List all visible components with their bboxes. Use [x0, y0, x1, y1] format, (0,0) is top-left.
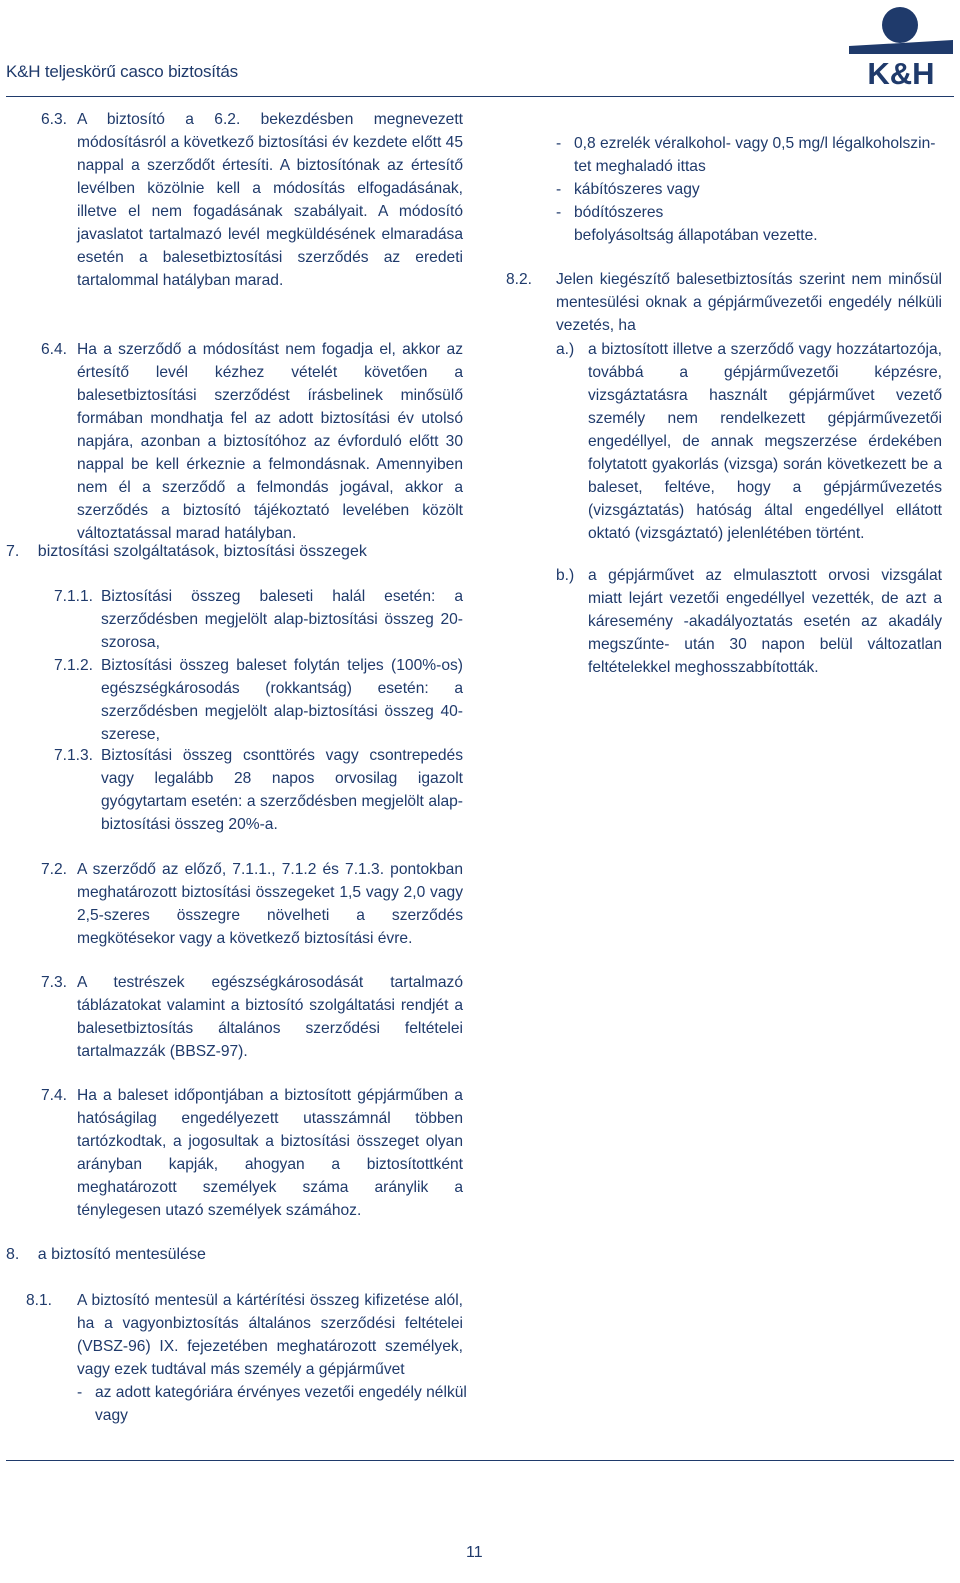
section-text: A biztosító a 6.2. bekezdésben megnevezett módosításról a következő biztosítási év kezdete előtt 45 nappal a szerződőt értesíti. A biztosítónak az értesítő levélben közölnie kell a módosítás elfogadásának, illetve el nem fogadásának szabályait. A módosító javaslatot tartalmazó levél megküldésének elmaradása esetén a balesetbiztosítási szerződés az eredeti tartalommal hatályban marad.	[77, 111, 463, 289]
section-number: 7.2.	[41, 861, 68, 878]
section-number: 6.3.	[41, 111, 68, 128]
header-rule	[6, 96, 954, 97]
section-text: A biztosító mentesül a kártérítési összeg kifizetése alól, ha a vagyonbiztosítás általános szerződési feltételei (VBSZ-96) IX. fejezetében meghatározott személyek, vagy ezek tudtával más személy a gépjárművet	[77, 1292, 463, 1378]
logo-circle	[882, 7, 918, 43]
section-number: 7.1.1.	[54, 588, 94, 605]
dash-marker: -	[556, 204, 562, 221]
section-text: Biztosítási összeg csonttörés vagy csontrepedés vagy legalább 28 napos orvosilag igazolt gyógytartam esetén: a szerződésben megjelölt alap-biztosítási összeg 20%-a.	[101, 747, 463, 833]
heading-text: a biztosító mentesülése	[37, 1246, 206, 1263]
section-number: 7.3.	[41, 974, 68, 991]
section-8-1-dash-item	[77, 1381, 467, 1424]
dash-item-narcotic	[556, 178, 700, 201]
kh-logo	[849, 4, 953, 86]
section-heading-8	[6, 1243, 206, 1266]
dash-text: kábítószeres vagy	[574, 181, 700, 198]
logo-text: K&H	[867, 56, 935, 86]
item-text: a gépjárművet az elmulasztott orvosi vizsgálat miatt lejárt vezetői engedéllyel vezették, de azt a káresemény -akadályoztatás esetén az akadály megszűnte- után 30 napon belül változatlan feltételekkel meghosszabbították.	[588, 567, 942, 676]
section-number: 7.1.2.	[54, 657, 94, 674]
footer-rule	[6, 1460, 954, 1461]
section-heading-7	[6, 540, 367, 563]
section-text: Biztosítási összeg baleset folytán teljes (100%-os) egészségkárosodás (rokkantság) esetén: a szerződésben megjelölt alap-biztosítási összeg 40-szerese,	[101, 657, 463, 743]
dash-item-alcohol	[556, 132, 936, 175]
section-number: 7.4.	[41, 1087, 68, 1104]
heading-number: 7.	[6, 543, 20, 560]
section-text: Biztosítási összeg baleseti halál esetén: a szerződésben megjelölt alap-biztosítási összeg 20-szorosa,	[101, 588, 463, 651]
heading-text: biztosítási szolgáltatások, biztosítási összegek	[37, 543, 367, 560]
dash-text-continued: tet meghaladó ittas	[574, 158, 706, 175]
item-label: b.)	[556, 567, 575, 584]
section-number: 6.4.	[41, 341, 68, 358]
dash-text: 0,8 ezrelék véralkohol- vagy 0,5 mg/l légalkoholszin-	[574, 135, 936, 152]
section-text: A szerződő az előző, 7.1.1., 7.1.2 és 7.1.3. pontokban meghatározott biztosítási összegeket 1,5 vagy 2,0 vagy 2,5-szeres összegre növelheti a szerződés megkötésekor vagy a következő biztosítási évre.	[77, 861, 463, 947]
dash-text-continued: vagy	[95, 1407, 128, 1424]
section-text: Ha a szerződő a módosítást nem fogadja el, akkor az értesítő levél kézhez vételét követően a balesetbiztosítási szerződést írásbelinek minősülő formában mondhatja fel az adott biztosítási év utolsó napjára, azonban a biztosítóhoz az évforduló előtt 30 nappal be kell érkeznie a felmondásnak. Amennyiben nem él a szerződő a felmondás jogával, akkor a szerződés a biztosító tájékoztató levelében közölt változtatással marad hatályban.	[77, 341, 463, 542]
item-text: a biztosított illetve a szerződő vagy hozzátartozója, továbbá a gépjárművezetői képzésre, vizsgáztatásra használt gépjárművet vezető személy nem rendelkezett gépjárművezetői engedéllyel, de annak megszerzése érdekében folytatott gyakorlás (vizsga) során következett be a baleset, feltéve, hogy a gépjárművezetés (vizsgáztatás) hatóság által engedéllyel ellátott oktató (vizsgáztató) jelenlétében történt.	[588, 341, 942, 542]
dash-marker: -	[556, 181, 562, 198]
dash-text: az adott kategóriára érvényes vezetői engedély nélkül	[95, 1384, 467, 1401]
influence-line: befolyásoltság állapotában vezette.	[574, 227, 818, 244]
section-number: 8.2.	[506, 271, 533, 288]
section-number: 8.1.	[26, 1292, 53, 1309]
dash-text: bódítószeres	[574, 204, 664, 221]
section-text: Jelen kiegészítő balesetbiztosítás szerint nem minősül mentesülési oknak a gépjárművezetői engedély nélküli vezetés, ha	[556, 271, 942, 334]
section-text: Ha a baleset időpontjában a biztosított gépjárműben a hatóságilag engedélyezett utasszámnál többen tartózkodtak, a jogosultak a biztosítási összeget olyan arányban kapják, ahogyan a biztosítottként meghatározott személyek száma aránylik a ténylegesen utazó személyek számához.	[77, 1087, 463, 1219]
dash-marker: -	[556, 135, 562, 152]
item-label: a.)	[556, 341, 575, 358]
document-title: K&H teljeskörű casco biztosítás	[6, 62, 238, 81]
page-number: 11	[466, 1544, 483, 1561]
section-text: A testrészek egészségkárosodását tartalmazó táblázatokat valamint a biztosító szolgáltatási rendjét a balesetbiztosítás általános szerződési feltételei tartalmazzák (BBSZ-97).	[77, 974, 463, 1060]
dash-marker: -	[77, 1384, 83, 1401]
section-number: 7.1.3.	[54, 747, 94, 764]
heading-number: 8.	[6, 1246, 20, 1263]
dash-item-intoxicant	[556, 201, 664, 224]
